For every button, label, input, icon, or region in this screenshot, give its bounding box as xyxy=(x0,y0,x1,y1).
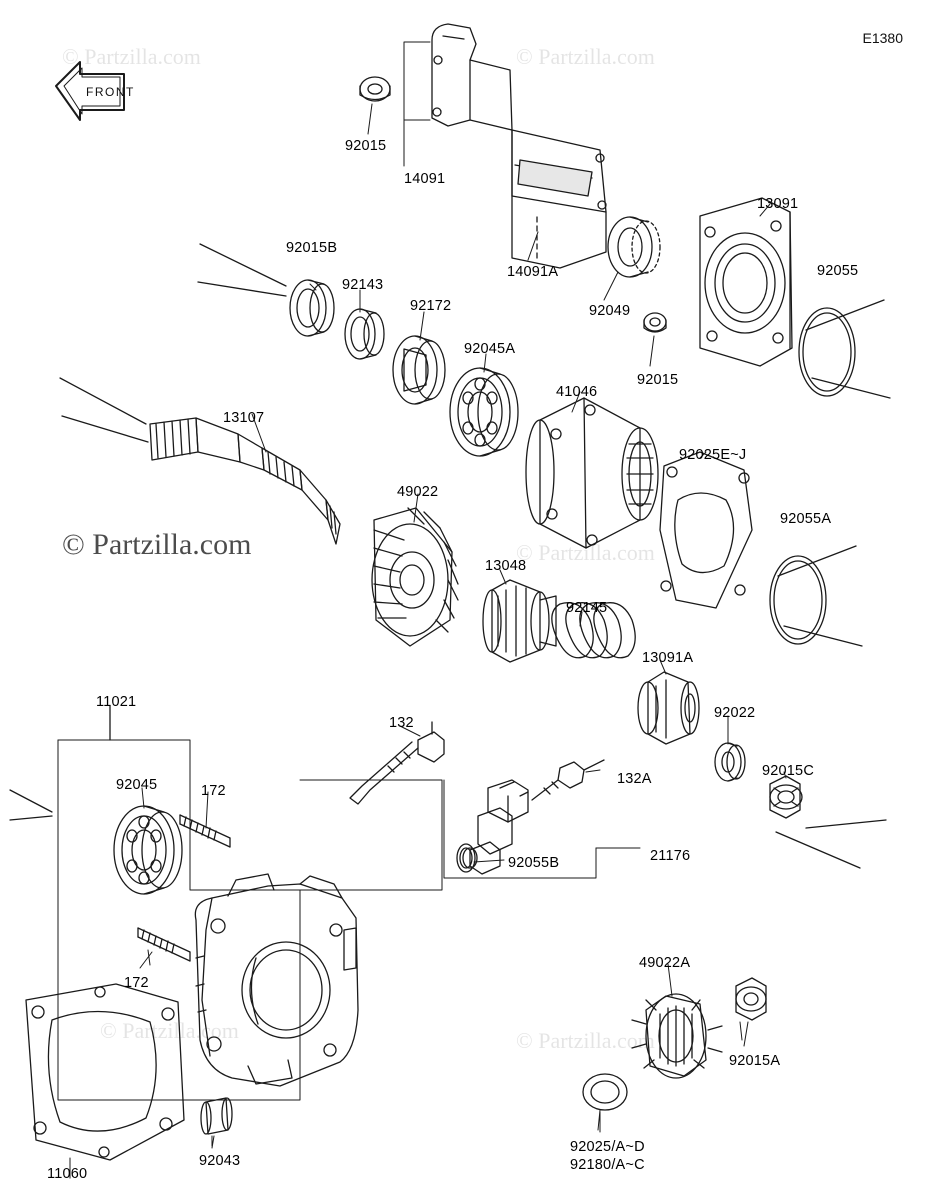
part-92015-nut-mid xyxy=(644,313,666,332)
part-92045A-bearing xyxy=(450,368,518,456)
part-label-11060: 11060 xyxy=(47,1166,88,1182)
part-92043-pin xyxy=(201,1098,232,1148)
part-label-92055b: 92055B xyxy=(508,855,560,871)
part-92143-collar xyxy=(345,309,384,359)
part-label-13091a: 13091A xyxy=(642,650,694,666)
part-label-49022a: 49022A xyxy=(639,955,691,971)
svg-text:FRONT: FRONT xyxy=(86,85,135,99)
part-label-172: 172 xyxy=(124,975,149,991)
part-49022-bevel-gear xyxy=(372,508,458,646)
part-92055A-oring xyxy=(770,546,862,646)
part-label-41046: 41046 xyxy=(556,384,598,400)
part-label-92145: 92145 xyxy=(566,600,608,616)
part-92025-92180-shim xyxy=(583,1074,627,1130)
part-label-132a: 132A xyxy=(617,771,652,787)
part-13091A-holder xyxy=(638,672,699,744)
diagram-code: E1380 xyxy=(862,30,903,46)
part-41046-hub xyxy=(526,398,658,548)
part-label-92143: 92143 xyxy=(342,277,384,293)
part-label-92180-a-c: 92180/A~C xyxy=(570,1157,645,1173)
part-92015-nut-top xyxy=(360,77,390,101)
part-label-13048: 13048 xyxy=(485,558,527,574)
watermark: © Partzilla.com xyxy=(100,1018,239,1043)
part-label-132: 132 xyxy=(389,715,414,731)
part-label-92043: 92043 xyxy=(199,1153,241,1169)
watermark: © Partzilla.com xyxy=(516,44,655,69)
part-label-13091: 13091 xyxy=(757,196,799,212)
part-11060-gasket xyxy=(26,984,184,1178)
part-label-92049: 92049 xyxy=(589,303,631,319)
part-label-14091: 14091 xyxy=(404,171,446,187)
watermark: © Partzilla.com xyxy=(62,528,252,561)
part-label-92025-a-d: 92025/A~D xyxy=(570,1139,645,1155)
part-label-92025e-j: 92025E~J xyxy=(679,447,747,463)
part-13048-joint xyxy=(483,580,556,662)
part-92015C-nut xyxy=(770,776,886,868)
part-49022A-pinion xyxy=(632,994,722,1078)
part-label-92015c: 92015C xyxy=(762,763,814,779)
part-label-21176: 21176 xyxy=(650,848,691,864)
part-label-92015b: 92015B xyxy=(286,240,338,256)
watermark: © Partzilla.com xyxy=(516,540,655,565)
part-label-11021: 11021 xyxy=(96,694,137,710)
part-92025EJ-gasket xyxy=(660,452,752,608)
front-arrow-icon xyxy=(56,62,135,120)
part-13091-housing xyxy=(700,198,792,366)
part-label-92172: 92172 xyxy=(410,298,452,314)
part-132-bolt xyxy=(350,722,444,804)
part-92022-washer xyxy=(715,743,745,781)
part-92055-oring xyxy=(799,300,890,398)
part-92045-bearing xyxy=(114,806,182,894)
part-label-92055: 92055 xyxy=(817,263,859,279)
part-11021-gear-case xyxy=(195,874,358,1086)
part-label-92045a: 92045A xyxy=(464,341,516,357)
part-11021-leader xyxy=(10,706,442,1100)
part-92049-oil-seal xyxy=(608,217,660,277)
part-label-14091a: 14091A xyxy=(507,264,559,280)
part-label-92045: 92045 xyxy=(116,777,158,793)
watermark: © Partzilla.com xyxy=(516,1028,655,1053)
part-14091-bracket xyxy=(432,24,606,268)
part-label-172: 172 xyxy=(201,783,226,799)
part-label-13107: 13107 xyxy=(223,410,265,426)
watermark: © Partzilla.com xyxy=(62,44,201,69)
part-label-92055a: 92055A xyxy=(780,511,832,527)
leader-lines xyxy=(70,42,786,1178)
part-label-92015a: 92015A xyxy=(729,1053,781,1069)
part-172-stud-upper xyxy=(180,815,230,847)
part-label-49022: 49022 xyxy=(397,484,439,500)
part-label-92015: 92015 xyxy=(345,138,387,154)
part-92015A-nut xyxy=(736,978,766,1040)
part-132A-bolt xyxy=(532,760,604,800)
part-label-92015: 92015 xyxy=(637,372,679,388)
part-13107-drive-shaft xyxy=(60,378,340,544)
part-92015B-seal xyxy=(198,244,334,336)
part-label-92022: 92022 xyxy=(714,705,756,721)
part-92172-nut xyxy=(393,336,445,404)
